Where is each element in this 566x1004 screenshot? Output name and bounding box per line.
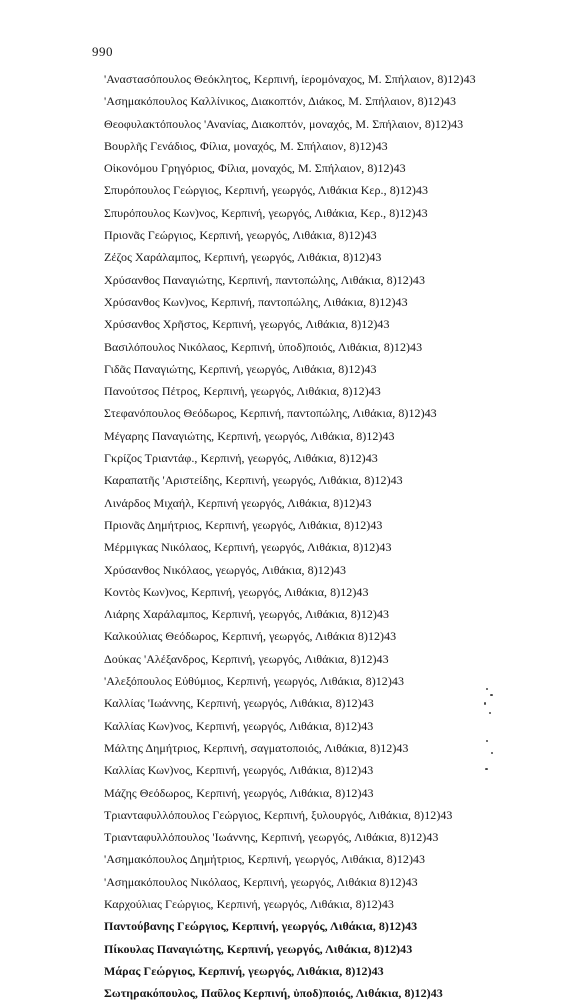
list-item: Χρύσανθος Κων)νος, Κερπινή, παντοπώλης, Λιθάκια, 8)12)43 (104, 294, 408, 309)
list-item: Γκρίζος Τριαντάφ., Κερπινή, γεωργός, Λιθάκια, 8)12)43 (104, 451, 378, 466)
list-item: Σωτηρακόπουλος, Παῦλος Κερπινή, ὑποδ)ποιός, Λιθάκια, 8)12)43 (104, 986, 443, 1001)
list-item: 'Ασημακόπουλος Νικόλαος, Κερπινή, γεωργός, Λιθάκια 8)12)43 (104, 874, 418, 889)
list-item: Κοντὸς Κων)νος, Κερπινή, γεωργός, Λιθάκια, 8)12)43 (104, 584, 369, 599)
list-item: Ζέζος Χαράλαμπος, Κερπινή, γεωργός, Λιθάκια, 8)12)43 (104, 250, 382, 265)
list-item: Χρύσανθος Παναγιώτης, Κερπινή, παντοπώλης, Λιθάκια, 8)12)43 (104, 272, 426, 287)
list-item: Σπυρόπουλος Κων)νος, Κερπινή, γεωργός, Λιθάκια, Κερ., 8)12)43 (104, 205, 428, 220)
page-number: 990 (92, 44, 113, 59)
list-item: Καρχούλιας Γεώργιος, Κερπινή, γεωργός, Λιθάκια, 8)12)43 (104, 896, 394, 911)
list-item: Πριονᾶς Δημήτριος, Κερπινή, γεωργός, Λιθάκια, 8)12)43 (104, 517, 383, 532)
list-item: Λινάρδος Μιχαήλ, Κερπινή γεωργός, Λιθάκια, 8)12)43 (104, 495, 372, 510)
list-item: Οἰκονόμου Γρηγόριος, Φίλια, μοναχός, Μ. Σπήλαιον, 8)12)43 (104, 161, 406, 176)
list-item: Δούκας 'Αλέξανδρος, Κερπινή, γεωργός, Λιθάκια, 8)12)43 (104, 651, 389, 666)
list-item: Βουρλῆς Γενάδιος, Φίλια, μοναχός, Μ. Σπήλαιον, 8)12)43 (104, 138, 388, 153)
list-item: Μέρμιγκας Νικόλαος, Κερπινή, γεωργός, Λιθάκια, 8)12)43 (104, 540, 392, 555)
list-item: Γιδᾶς Παναγιώτης, Κερπινή, γεωργός, Λιθάκια, 8)12)43 (104, 361, 377, 376)
list-item: 'Αλεξόπουλος Εὐθύμιος, Κερπινή, γεωργός, Λιθάκια, 8)12)43 (104, 674, 405, 689)
list-item: Σπυρόπουλος Γεώργιος, Κερπινή, γεωργός, Λιθάκια Κερ., 8)12)43 (104, 183, 429, 198)
entry-list (104, 68, 504, 1004)
list-item: Στεφανόπουλος Θεόδωρος, Κερπινή, παντοπώλης, Λιθάκια, 8)12)43 (104, 406, 437, 421)
list-item: 'Ασημακόπουλος Δημήτριος, Κερπινή, γεωργός, Λιθάκια, 8)12)43 (104, 852, 426, 867)
list-item: Καλλίας Κων)νος, Κερπινή, γεωργός, Λιθάκια, 8)12)43 (104, 718, 374, 733)
list-item: Καλκούλιας Θεόδωρος, Κερπινή, γεωργός, Λιθάκια 8)12)43 (104, 629, 397, 644)
list-item: Χρύσανθος Νικόλαος, γεωργός, Λιθάκια, 8)12)43 (104, 562, 346, 577)
list-item: Βασιλόπουλος Νικόλαος, Κερπινή, ὑποδ)ποιός, Λιθάκια, 8)12)43 (104, 339, 423, 354)
list-item: Μάλτης Δημήτριος, Κερπινή, σαγματοποιός, Λιθάκια, 8)12)43 (104, 740, 409, 755)
list-item: Καλλίας Κων)νος, Κερπινή, γεωργός, Λιθάκια, 8)12)43 (104, 763, 374, 778)
list-item: 'Αναστασόπουλος Θεόκλητος, Κερπινή, ίερομόναχος, Μ. Σπήλαιον, 8)12)43 (104, 72, 476, 86)
list-item: Τριανταφυλλόπουλος Γεώργιος, Κερπινή, ξυλουργός, Λιθάκια, 8)12)43 (104, 807, 453, 822)
list-item: Μέγαρης Παναγιώτης, Κερπινή, γεωργός, Λιθάκια, 8)12)43 (104, 428, 395, 443)
list-item: Πίκουλας Παναγιώτης, Κερπινή, γεωργός, Λιθάκια, 8)12)43 (104, 941, 413, 956)
list-item: Λιάρης Χαράλαμπος, Κερπινή, γεωργός, Λιθάκια, 8)12)43 (104, 607, 390, 622)
list-item: Τριανταφυλλόπουλος 'Ιωάννης, Κερπινή, γεωργός, Λιθάκια, 8)12)43 (104, 830, 439, 845)
list-item: Μάζης Θεόδωρος, Κερπινή, γεωργός, Λιθάκια, 8)12)43 (104, 785, 374, 800)
list-item: Θεοφυλακτόπουλος 'Ανανίας, Διακοπτόν, μοναχός, Μ. Σπήλαιον, 8)12)43 (104, 116, 464, 131)
list-item: Μάρας Γεώργιος, Κερπινή, γεωργός, Λιθάκια, 8)12)43 (104, 963, 384, 978)
list-item: Πανούτσος Πέτρος, Κερπινή, γεωργός, Λιθάκια, 8)12)43 (104, 384, 381, 399)
list-item: Καραπατῆς 'Αριστείδης, Κερπινή, γεωργός, Λιθάκια, 8)12)43 (104, 473, 403, 488)
list-item: Καλλίας 'Ιωάννης, Κερπινή, γεωργός, Λιθάκια, 8)12)43 (104, 696, 374, 711)
list-item: 'Ασημακόπουλος Καλλίνικος, Διακοπτόν, Διάκος, Μ. Σπήλαιον, 8)12)43 (104, 94, 457, 109)
list-item: Παντούβανης Γεώργιος, Κερπινή, γεωργός, Λιθάκια, 8)12)43 (104, 919, 418, 934)
list-item: Πριονᾶς Γεώργιος, Κερπινή, γεωργός, Λιθάκια, 8)12)43 (104, 228, 377, 243)
list-item: Χρύσανθος Χρῆστος, Κερπινή, γεωργός, Λιθάκια, 8)12)43 (104, 317, 390, 332)
